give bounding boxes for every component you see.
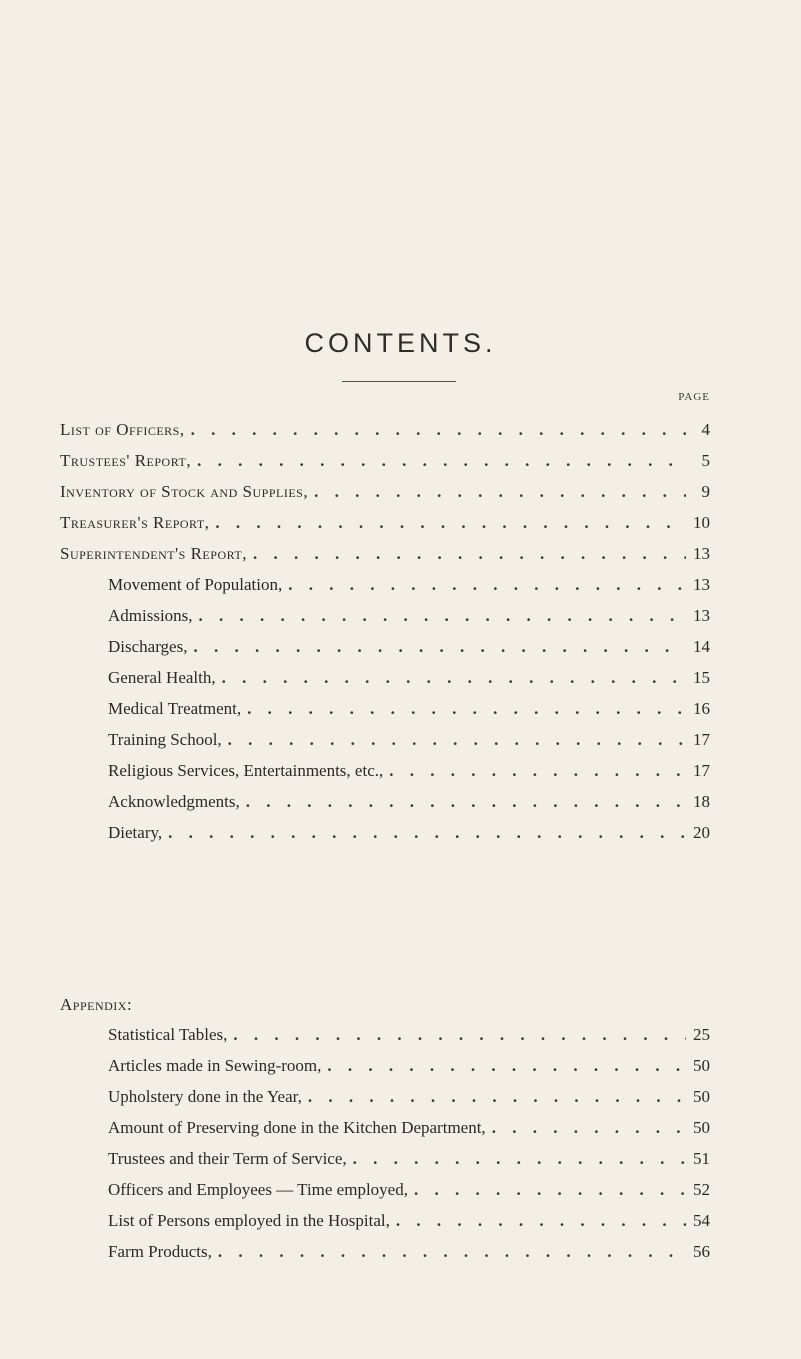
toc-entry-label: Upholstery done in the Year, (108, 1087, 302, 1106)
toc-entry-label: Medical Treatment, (108, 699, 242, 718)
dot-leader (191, 420, 686, 440)
toc-entry-page: 5 (701, 451, 710, 470)
toc-entry-label: Amount of Preserving done in the Kitchen Department, (108, 1118, 486, 1137)
dot-leader (389, 761, 686, 781)
appendix-heading: Appendix: (60, 995, 133, 1014)
toc-subentry[interactable] (108, 730, 710, 752)
toc-subentry[interactable] (108, 1087, 710, 1109)
toc-subentry[interactable] (108, 1056, 710, 1078)
dot-leader (215, 513, 686, 533)
toc-entry-label: Officers and Employees — Time employed, (108, 1180, 408, 1199)
toc-entry[interactable] (60, 544, 710, 566)
toc-subentry[interactable] (108, 1149, 710, 1171)
toc-entry-page: 50 (693, 1118, 710, 1137)
dot-leader (168, 823, 686, 843)
toc-subentry[interactable] (108, 1025, 710, 1047)
toc-subentry[interactable] (108, 1118, 710, 1140)
toc-entry-page: 50 (693, 1087, 710, 1106)
page-column-header: PAGE (678, 391, 710, 403)
title-rule (342, 381, 456, 382)
toc-entry-page: 17 (693, 730, 710, 749)
toc-entry-label: Statistical Tables, (108, 1025, 228, 1044)
toc-entry-page: 15 (693, 668, 710, 687)
toc-entry-page: 50 (693, 1056, 710, 1075)
toc-entry-page: 14 (693, 637, 710, 656)
toc-entry-page: 4 (701, 420, 710, 439)
toc-entry-page: 13 (693, 606, 710, 625)
toc-entry-label: Trustees and their Term of Service, (108, 1149, 347, 1168)
toc-entry[interactable] (60, 513, 710, 535)
toc-entry-label: List of Officers, (60, 420, 185, 439)
toc-entry-page: 17 (693, 761, 710, 780)
toc-subentry[interactable] (108, 699, 710, 721)
toc-entry-label: Dietary, (108, 823, 163, 842)
toc-subentry[interactable] (108, 1211, 710, 1233)
toc-subentry[interactable] (108, 1242, 710, 1264)
toc-entry[interactable] (60, 451, 710, 473)
toc-entry-label: Trustees' Report, (60, 451, 192, 470)
dot-leader (222, 668, 686, 688)
dot-leader (247, 699, 686, 719)
toc-subentry[interactable] (108, 1180, 710, 1202)
toc-entry-label: General Health, (108, 668, 216, 687)
toc-subentry[interactable] (108, 606, 710, 628)
toc-entry-page: 51 (693, 1149, 710, 1168)
dot-leader (327, 1056, 686, 1076)
dot-leader (233, 1025, 686, 1045)
dot-leader (197, 451, 686, 471)
toc-entry-page: 13 (693, 575, 710, 594)
toc-entry-label: Movement of Population, (108, 575, 283, 594)
toc-entry-label: Articles made in Sewing-room, (108, 1056, 322, 1075)
dot-leader (253, 544, 686, 564)
toc-entry-page: 20 (693, 823, 710, 842)
toc-subentry[interactable] (108, 575, 710, 597)
dot-leader (246, 792, 686, 812)
toc-entry-page: 9 (701, 482, 710, 501)
dot-leader (414, 1180, 686, 1200)
page-title: CONTENTS. (304, 328, 497, 358)
toc-entry-label: Admissions, (108, 606, 193, 625)
dot-leader (308, 1087, 686, 1107)
toc-entry-label: Acknowledgments, (108, 792, 240, 811)
toc-entry-page: 52 (693, 1180, 710, 1199)
toc-entry-label: Inventory of Stock and Supplies, (60, 482, 309, 501)
toc-subentry[interactable] (108, 637, 710, 659)
dot-leader (314, 482, 686, 502)
toc-subentry[interactable] (108, 668, 710, 690)
toc-entry-label: Religious Services, Entertainments, etc., (108, 761, 384, 780)
toc-entry-label: Superintendent's Report, (60, 544, 247, 563)
dot-leader (353, 1149, 686, 1169)
toc-entry[interactable] (60, 420, 710, 442)
toc-entry-label: Discharges, (108, 637, 188, 656)
toc-entry-page: 18 (693, 792, 710, 811)
dot-leader (492, 1118, 686, 1138)
toc-entry-label: Farm Products, (108, 1242, 212, 1261)
toc-entry-page: 25 (693, 1025, 710, 1044)
toc-entry-label: List of Persons employed in the Hospital, (108, 1211, 390, 1230)
toc-subentry[interactable] (108, 792, 710, 814)
toc-subentry[interactable] (108, 823, 710, 845)
dot-leader (228, 730, 686, 750)
toc-entry-label: Training School, (108, 730, 222, 749)
dot-leader (218, 1242, 686, 1262)
dot-leader (193, 637, 686, 657)
toc-entry-page: 54 (693, 1211, 710, 1230)
toc-entry[interactable] (60, 482, 710, 504)
dot-leader (199, 606, 686, 626)
toc-entry-page: 56 (693, 1242, 710, 1261)
dot-leader (288, 575, 686, 595)
toc-entry-label: Treasurer's Report, (60, 513, 210, 532)
toc-entry-page: 10 (693, 513, 710, 532)
toc-entry-page: 13 (693, 544, 710, 563)
toc-entry-page: 16 (693, 699, 710, 718)
toc-subentry[interactable] (108, 761, 710, 783)
dot-leader (396, 1211, 686, 1231)
